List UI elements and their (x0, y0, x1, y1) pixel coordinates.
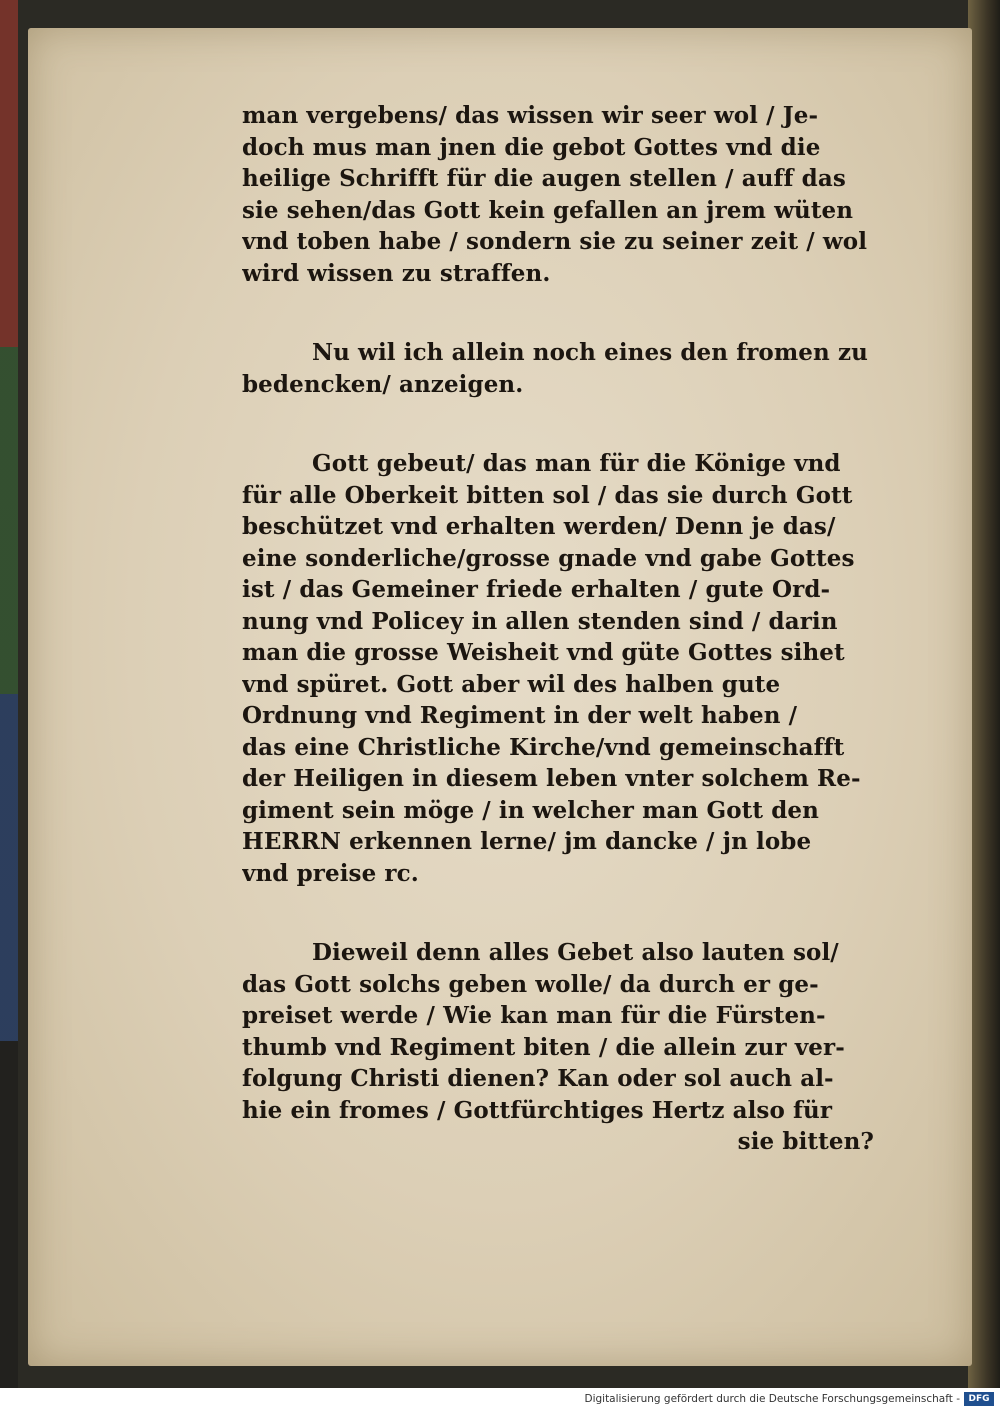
text-line: thumb vnd Regiment biten / die allein zur ver- (242, 1033, 845, 1061)
paragraph-4 (242, 937, 892, 1158)
page-text-block (242, 100, 892, 1206)
text-line: sie bitten? (737, 1128, 874, 1155)
text-line: Nu wil ich allein noch eines den fromen zu (312, 339, 868, 366)
text-line: bedencken/ anzeigen. (242, 370, 524, 398)
text-line: wird wissen zu straffen. (242, 259, 551, 287)
text-line: sie sehen/das Gott kein gefallen an jrem wüten (242, 196, 854, 224)
paragraph-2 (242, 337, 892, 400)
text-line: eine sonderliche/grosse gnade vnd gabe Gottes (242, 544, 855, 572)
text-line: giment sein möge / in welcher man Gott den (242, 796, 819, 824)
text-line: preiset werde / Wie kan man für die Fürsten- (242, 1002, 826, 1029)
text-line: das Gott solchs geben wolle/ da durch er ge- (242, 970, 819, 998)
text-line: hie ein fromes / Gottfürchtiges Hertz also für (242, 1096, 833, 1124)
text-line: nung vnd Policey in allen stenden sind / darin (242, 607, 838, 635)
text-line: man die grosse Weisheit vnd güte Gottes sihet (242, 639, 845, 666)
scan-color-calibration-strip (0, 0, 18, 1388)
text-line: das eine Christliche Kirche/vnd gemeinschafft (242, 733, 845, 761)
text-line: Ordnung vnd Regiment in der welt haben / (242, 702, 798, 729)
digitization-footer (0, 1388, 1000, 1412)
text-line: doch mus man jnen die gebot Gottes vnd die (242, 133, 821, 161)
paragraph-1 (242, 100, 892, 289)
text-line: vnd toben habe / sondern sie zu seiner zeit / wol (242, 228, 868, 255)
book-page-edge (968, 0, 1000, 1388)
text-line: für alle Oberkeit bitten sol / das sie durch Gott (242, 481, 853, 509)
dfg-logo[interactable]: DFG (964, 1392, 994, 1406)
paragraph-3 (242, 448, 892, 889)
text-line: HERRN erkennen lerne/ jm dancke / jn lobe (242, 828, 812, 855)
text-line: ist / das Gemeiner friede erhalten / gute Ord- (242, 576, 831, 603)
text-line: Dieweil denn alles Gebet also lauten sol/ (312, 939, 839, 966)
text-line: heilige Schrifft für die augen stellen / auff das (242, 165, 846, 192)
text-line: beschützet vnd erhalten werden/ Denn je das/ (242, 513, 836, 540)
text-line: folgung Christi dienen? Kan oder sol auch al- (242, 1065, 834, 1092)
text-line: Gott gebeut/ das man für die Könige vnd (312, 450, 841, 477)
funding-credit: Digitalisierung gefördert durch die Deutsche Forschungsgemeinschaft - (584, 1393, 960, 1405)
text-line: vnd preise rc. (242, 859, 419, 887)
text-line: vnd spüret. Gott aber wil des halben gute (242, 670, 781, 698)
text-line: man vergebens/ das wissen wir seer wol / Je- (242, 102, 819, 129)
text-line: der Heiligen in diesem leben vnter solchem Re- (242, 765, 861, 792)
